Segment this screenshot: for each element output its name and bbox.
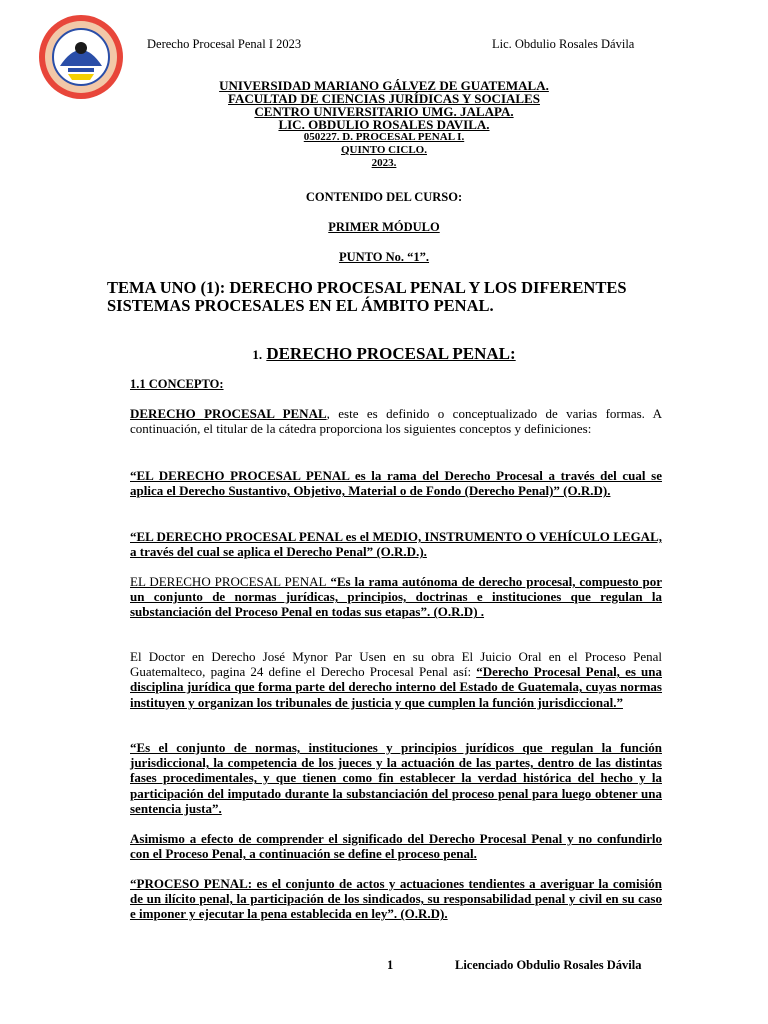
proceso-penal-definition: “PROCESO PENAL: es el conjunto de actos y actuaciones tendientes a averiguar la comisión de un ilícito penal, la participación de los sindicados, su responsabilidad penal y civil en su caso e imponer y ejecutar la pena establecida en ley”. (O.R.D). [130, 876, 662, 922]
section-title: DERECHO PROCESAL PENAL: [266, 344, 516, 363]
definition-4: “Es el conjunto de normas, instituciones y principios jurídicos que regulan la función jurisdiccional, la competencia de los jueces y la actuación de las partes, dentro de las distintas fases procedimentales, y que tienen como fin establecer la verdad histórica del hecho y la participación del imputado durante la substanciación del proceso penal para luego obtener una sentencia justa”. [130, 740, 662, 816]
clarification-paragraph: Asimismo a efecto de comprender el significado del Derecho Procesal Penal y no confundirlo con el Proceso Penal, a continuación se define el proceso penal. [130, 831, 662, 862]
definition-3 [130, 574, 662, 620]
definition-1: “EL DERECHO PROCESAL PENAL es la rama del Derecho Procesal a través del cual se aplica el Derecho Sustantivo, Objetivo, Material o de Fondo (Derecho Penal)” (O.R.D). [130, 468, 662, 499]
definition-3-lead: EL DERECHO PROCESAL PENAL [130, 574, 327, 589]
tema-heading: TEMA UNO (1): DERECHO PROCESAL PENAL Y LOS DIFERENTES SISTEMAS PROCESALES EN EL ÁMBITO PENAL. [107, 278, 627, 315]
course-code: 050227. D. PROCESAL PENAL I. [303, 131, 465, 143]
definition-par-usen [130, 649, 662, 710]
professor-name: LIC. OBDULIO ROSALES DAVILA. [278, 117, 490, 132]
intro-lead: DERECHO PROCESAL PENAL [130, 406, 327, 421]
university-name: UNIVERSIDAD MARIANO GÁLVEZ DE GUATEMALA. [219, 78, 549, 93]
header-instructor: Lic. Obdulio Rosales Dávila [492, 37, 635, 51]
page-number: 1 [387, 958, 394, 972]
punto-heading: PUNTO No. “1”. [338, 250, 430, 264]
section-number: 1. [252, 347, 263, 362]
definition-2: “EL DERECHO PROCESAL PENAL es el MEDIO, INSTRUMENTO O VEHÍCULO LEGAL, a través del cual se aplica el Derecho Penal” (O.R.D.). [130, 529, 662, 560]
par-usen-intro: El Doctor en Derecho José Mynor Par Usen en su obra El Juicio Oral en el Proceso Penal Guatemalteco, pagina 24 define el Derecho Procesal Penal así: [130, 649, 662, 680]
modulo-heading: PRIMER MÓDULO [328, 220, 440, 234]
header-course-title: Derecho Procesal Penal I 2023 [147, 37, 302, 51]
par-usen-quote: “Derecho Procesal Penal, es una disciplina jurídica que forma parte del derecho interno del Estado de Guatemala, cuyas normas instituyen y organizan los tribunales de justicia y que cumplen la función jurisdiccional.” [130, 664, 662, 710]
paragraph-intro [130, 406, 662, 436]
footer-author: Licenciado Obdulio Rosales Dávila [455, 958, 642, 972]
definition-3-text: “Es la rama autónoma de derecho procesal, compuesto por un conjunto de normas jurídicas, principios, doctrinas e instituciones que regulan la substanciación del Proceso Penal en todas sus etapas”. (O.R.D) . [130, 574, 663, 620]
year: 2023. [371, 157, 397, 169]
section-heading [0, 344, 768, 364]
intro-text: , este es definido o conceptualizado de varias formas. A continuación, el titular de la cátedra proporciona los siguientes conceptos y definiciones: [130, 406, 662, 437]
faculty-name: FACULTAD DE CIENCIAS JURÍDICAS Y SOCIALES [228, 91, 540, 106]
cycle: QUINTO CICLO. [341, 144, 427, 156]
campus-name: CENTRO UNIVERSITARIO UMG. JALAPA. [254, 104, 514, 119]
institution-block [0, 79, 768, 170]
concepto-heading: 1.1 CONCEPTO: [130, 377, 224, 391]
contenido-heading: CONTENIDO DEL CURSO: [305, 190, 463, 204]
